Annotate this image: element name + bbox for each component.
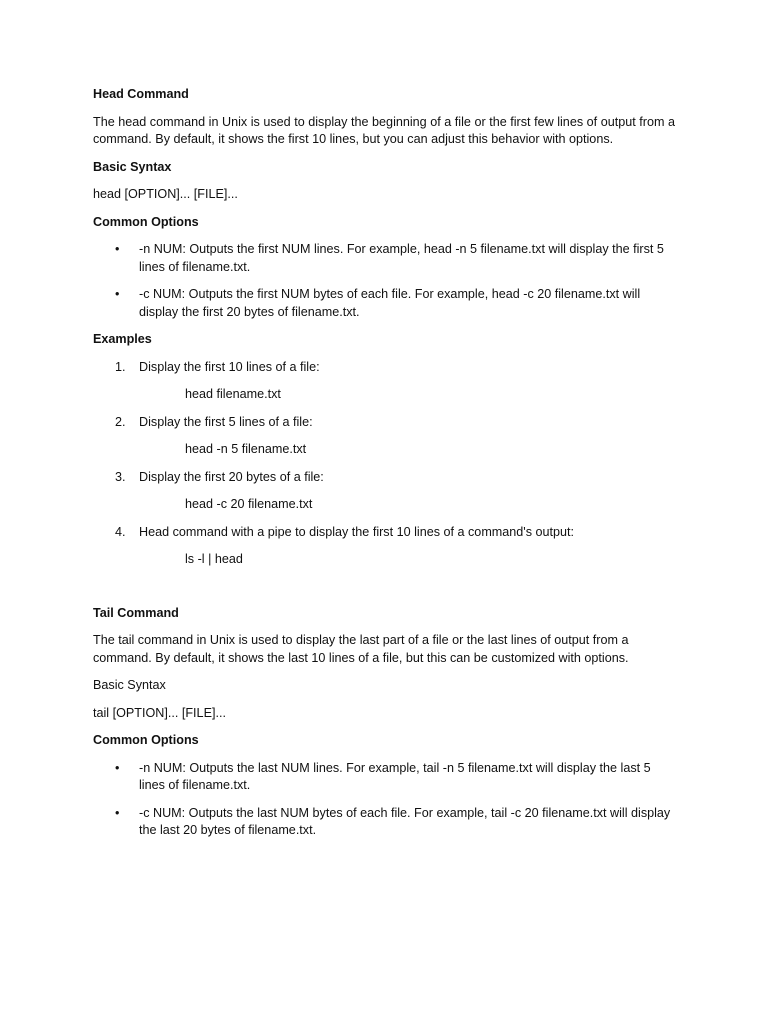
head-option-n: -n NUM: Outputs the first NUM lines. For example, head -n 5 filename.txt will display the first 5 lines of filename.txt. [139, 242, 664, 274]
list-item [93, 805, 675, 840]
tail-syntax: tail [OPTION]... [FILE]... [93, 705, 226, 720]
tail-intro: The tail command in Unix is used to display the last part of a file or the last lines of output from a command. By default, it shows the last 10 lines of a file, but this can be customized with options. [93, 633, 629, 665]
bullet-icon: • [115, 805, 120, 820]
bullet-icon: • [115, 242, 120, 256]
head-options-list [93, 241, 675, 321]
bullet-icon: • [115, 287, 120, 301]
example-command: head filename.txt [185, 387, 281, 401]
head-options-heading: Common Options [93, 214, 199, 229]
example-number: 4. [115, 524, 126, 539]
tail-option-c: -c NUM: Outputs the last NUM bytes of each file. For example, tail -c 20 filename.txt will display the last 20 bytes of filename.txt. [139, 805, 671, 837]
example-text: Display the first 5 lines of a file: [139, 414, 313, 429]
tail-syntax-heading: Basic Syntax [93, 678, 166, 692]
tail-options-list [93, 760, 675, 840]
example-command: head -c 20 filename.txt [185, 497, 313, 511]
tail-option-n: -n NUM: Outputs the last NUM lines. For example, tail -n 5 filename.txt will display the last 5 lines of filename.txt. [139, 760, 651, 792]
head-intro: The head command in Unix is used to display the beginning of a file or the first few lines of output from a command. By default, it shows the first 10 lines, but you can adjust this behavior with options. [93, 114, 675, 146]
head-option-c: -c NUM: Outputs the first NUM bytes of each file. For example, head -c 20 filename.txt will display the first 20 bytes of filename.txt. [139, 287, 641, 319]
head-syntax-heading: Basic Syntax [93, 159, 172, 174]
list-item [93, 286, 675, 321]
head-syntax: head [OPTION]... [FILE]... [93, 187, 238, 201]
example-command: head -n 5 filename.txt [185, 442, 307, 456]
list-item [93, 524, 675, 569]
tail-options-heading: Common Options [93, 733, 199, 747]
example-text: Display the first 10 lines of a file: [139, 359, 320, 374]
example-text: Head command with a pipe to display the first 10 lines of a command's output: [139, 524, 575, 539]
example-number: 2. [115, 414, 126, 429]
head-title: Head Command [93, 87, 189, 101]
example-command: ls -l | head [185, 552, 243, 566]
tail-title: Tail Command [93, 605, 179, 620]
list-item [93, 469, 675, 514]
head-examples-list [93, 359, 675, 569]
head-examples-heading: Examples [93, 332, 152, 346]
list-item [93, 760, 675, 795]
section-spacer [93, 579, 675, 605]
list-item [93, 359, 675, 404]
list-item [93, 241, 675, 276]
bullet-icon: • [115, 760, 120, 775]
example-number: 1. [115, 359, 126, 374]
document-page [93, 86, 675, 850]
list-item [93, 414, 675, 459]
example-number: 3. [115, 469, 126, 484]
example-text: Display the first 20 bytes of a file: [139, 469, 324, 484]
